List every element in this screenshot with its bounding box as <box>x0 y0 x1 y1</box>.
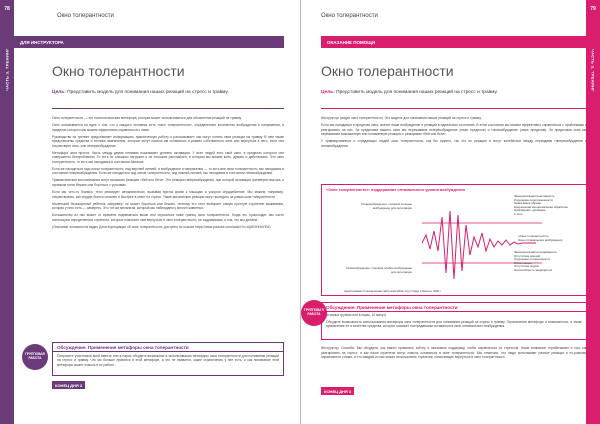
window-of-tolerance-diagram <box>321 184 587 296</box>
left-goal <box>52 90 282 96</box>
paragraph: Большинство из нас может от времени подниматься выше или спускаться ниже границ окна толерантности. Когда это происходит, мы часто используем определенные стратегии, которые помогают нам вернуться в окно толерантности, не задумываясь о том, что мы делаем. <box>52 213 284 222</box>
diagram-title: «Окно толерантности»: поддержание оптимального уровня возбуждения <box>326 188 465 192</box>
paragraph: Окно основывается на идее о том, что у каждого человека есть «окно толерантности», определенное количество возбуждения и напряжения, в пределах которого мы можем эффективно справляться с ними. <box>52 123 284 132</box>
left-page-title: Окно толерантности <box>52 63 185 79</box>
left-running-head: Окно толерантности <box>57 13 114 19</box>
left-goal-text: Представить модель для понимания наших реакций на стресс и травму. <box>67 90 229 95</box>
right-goal-label: Цель: <box>321 90 335 95</box>
left-body-text <box>52 116 284 232</box>
paragraph: Если же находиться над окном толерантности, над верхней линией, в возбуждении и напряжении — то есть вне окна толерантности, мы находимся в состоянии гипервозбуждения. Если же находиться под окном толерантности, под нижней линией, мы находимся в состоянии гиповозбуждения. <box>52 166 284 176</box>
hyperarousal-signs: Эмоциональная реактивность Ощущение перегруженности Навязчивые образы Нарушенная эмоциональная обработка Напряжение, дрожание в теле <box>514 194 568 216</box>
left-discussion-box <box>52 342 284 376</box>
paragraph: Метафора окна проста. Часть между двумя линиями показывает уровень активации. У всех людей есть своё окно, в пределах которого они совершенно беспроблемно. То есть не слишком нагружен и не слишком расслаблен, в котором мы можем жить, думать и действовать. Это окно толерантности, то есть мы находимся в состоянии баланса. <box>52 150 284 164</box>
paragraph: Травматические воспоминания могут вызывать реакцию «бей или беги». Это реакции гипервозбуждения, при которой активация чрезмерно высока, и организм готов бежать или бороться с угрозами. <box>52 178 284 187</box>
paragraph: (Описание основано на видео Дэна Корпорации об окне толерантности, доступно по ссылке https://www.youtube.com/watch?v=UjAE0HHdYEA) <box>52 224 271 229</box>
right-category-bar: ОКАЗАНИЕ ПОМОЩИ <box>321 36 587 48</box>
discussion-subtitle: (в малых группах или в парах, 10 минут) <box>326 313 387 317</box>
discussion-text: Попросите участников всей вместе или в парах обсудить возможность использования метафоры окна толерантности для понимания реакций на стресс и травму. Что им больше нравится в этой метафоре, а что не нравится, какие ограничения у нее есть, и как понимание этой метафоры может помочь в их работе. <box>57 354 279 367</box>
left-section-label: ЧАСТЬ 3. ТРЕНИНГ <box>4 48 10 92</box>
left-category-bar: ДЛЯ ИНСТРУКТОРА <box>14 36 284 48</box>
paragraph: У травмированных и страдающих людей окно толерантности, как бы сужено, так что их реакции в могут колебаться между периодами гипервозбуждения и гиповозбуждения. <box>321 139 587 148</box>
discussion-title: Обсуждение. Применение метафоры окна толерантности <box>53 343 283 352</box>
paragraph: Окно толерантности — это психологическая метафора, которая может использоваться для объяснения реакций на травму. <box>52 116 242 120</box>
left-page-number: 78 <box>4 6 10 12</box>
right-end-of-day-label: КОНЕЦ ДНЯ 3 <box>321 387 354 395</box>
right-discussion-box <box>321 302 587 340</box>
group-discussion-icon <box>22 344 48 370</box>
right-section-label: ЧАСТЬ 3. ТРЕНИНГ <box>590 48 596 92</box>
right-body-text-bottom <box>321 346 587 362</box>
diagram-source: Адаптировано по материалам сайта www.sidran.org и Огден и Минтон, 2000 г. <box>344 290 442 293</box>
right-goal <box>321 90 583 96</box>
right-goal-text: Представить модель для понимания наших реакций на стресс и травму. <box>336 90 498 95</box>
paragraph: Руководство по тренинг представляет информацию, практическую работу и рассказывает, как могут понять свои реакции на травму. В нем также представлены средства и техники заземления, которые могут помочь им оставаться в рамках собственного окна или вернуться в него, если они почувствуют гипо- или гипервозбуждение. <box>52 134 284 148</box>
hyperarousal-label: Гипервозбуждение: слишком сильное возбуждение для интеграции <box>361 202 412 210</box>
right-goal-rule <box>321 108 587 109</box>
paragraph: Инструктор: Спасибо. Мы обсудили, как важно проявлять заботу и оказывать поддержку, чтобы справляться со стрессом. Наше внимание отрабатывает в том, как реагировать на стресс, и как наши стратегии могут помочь оставаться в окне толерантности. Мы отметили, что люди испытывают разные реакции и по-разному справляются с ними, и что каждый из нас может использовать стратегии, помогающие вернуться в окно толерантности. <box>321 346 587 359</box>
right-running-head: Окно толерантности <box>321 13 378 19</box>
right-page-title: Окно толерантности <box>321 63 454 79</box>
right-page-number: 79 <box>590 6 596 12</box>
sticker-label: ГРУППОВАЯ РАБОТА <box>304 308 324 316</box>
window-zone-label: «Окно толерантности» Зона оптимального возбуждения <box>518 234 563 242</box>
right-page <box>300 0 600 424</box>
hypoarousal-label: Гиповозбуждение: слишком слабое возбуждение для интеграции <box>346 266 412 274</box>
discussion-text: Обсудите возможность использования метафоры окна толерантности для понимания реакций на стресс и травму. Ограничения метафоры и возможности, а также применение ее в качестве средства, которое поможет пострадавшим оставаться в окне оптимального возбуждения. <box>326 320 582 329</box>
sticker-label: ГРУППОВАЯ РАБОТА <box>25 352 45 360</box>
paragraph: Инструктор: (видит окно толерантности). Это модель для понимания наших реакций на стресс и травму. <box>321 116 482 120</box>
hypoarousal-signs: Эмоциональная неподвижность Отсутствие эмоций Ощущение отключённости Объективное Отсутствие звуков Неспособность защищаться <box>514 250 558 272</box>
paragraph: Маленький беззащитный ребенок, например, не может бороться или бежать, поэтому его тело выбирает самую простую стратегию выживания, которая у него есть — замереть. Это тот же механизм, который мы наблюдаем у многих животных. <box>52 201 284 211</box>
left-side-strip <box>0 0 14 424</box>
left-end-of-day-label: КОНЕЦ ДНЯ 3 <box>52 381 85 389</box>
discussion-title: Обсуждение. Применение метафоры окна толерантности <box>322 303 586 312</box>
left-goal-rule <box>52 108 284 109</box>
paragraph: Если мы находимся в пределах окна, значит наше возбуждение и реакции в идеальном состоянии. В этом состоянии мы можем эффективно справляться с проблемами и реагировать на них. За пределами нашего окна мы переживаем гипервозбуждение (ниже пределов) и гиповозбуждение (ниже пределов). За пределами окна мы переживаем повышенную или пониженную реакцию с реакциями «бей или беги». <box>321 123 587 137</box>
right-side-strip <box>586 0 600 424</box>
paragraph: Если мы чего-то боимся, тело реагирует автоматически, вызывая приток крови к мышцам и ускоряя сердцебиение. Мы можем, например, почувствовать, как сердце бьется сильнее и быстрее в ответ на стресс. Такие физические реакции могут выходить за рамки окна толерантности. <box>52 190 284 199</box>
left-goal-label: Цель: <box>52 90 66 95</box>
right-body-text-top <box>321 116 587 151</box>
